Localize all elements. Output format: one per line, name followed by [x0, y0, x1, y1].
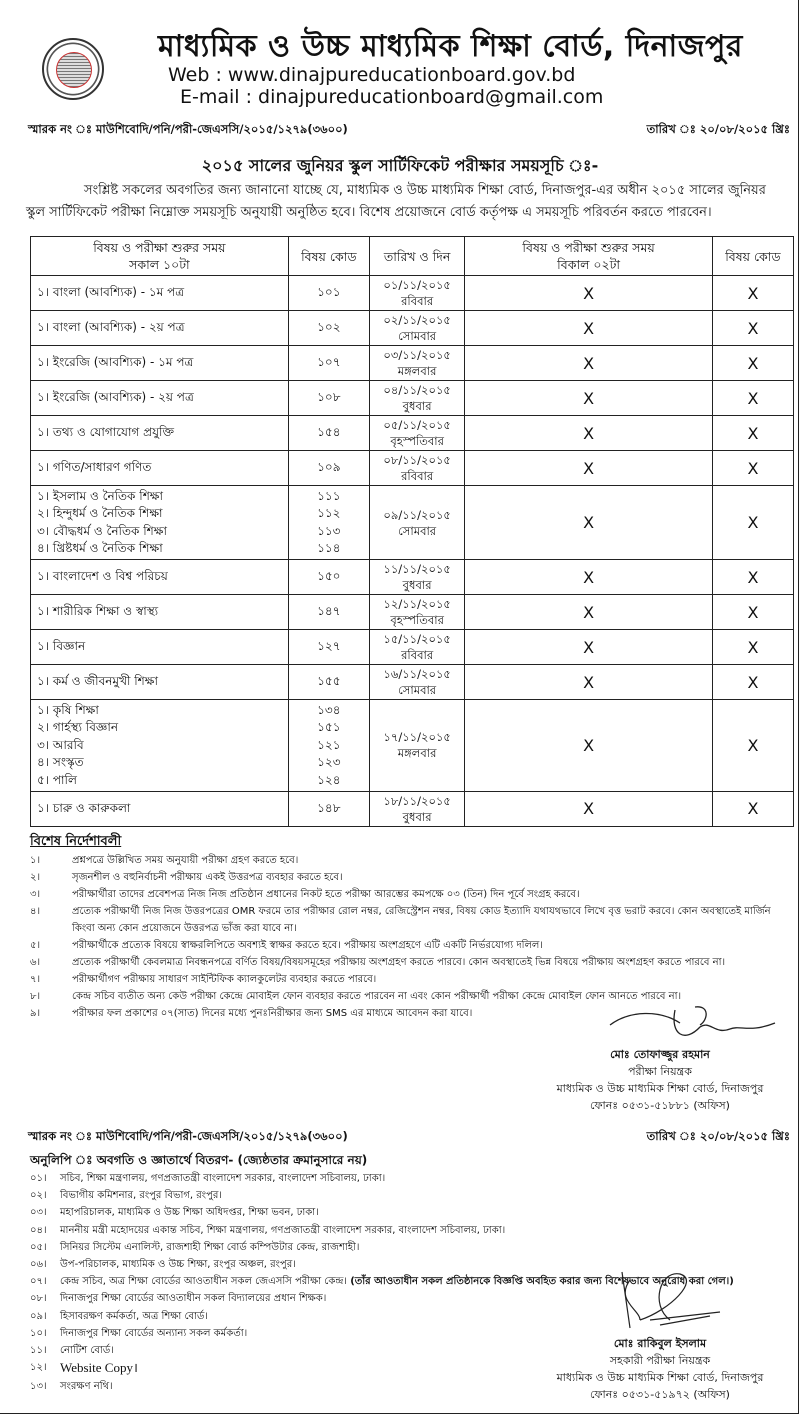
subject-name: ১। বাংলাদেশ ও বিশ্ব পরিচয় — [37, 569, 168, 584]
instruction-number: ৪। — [30, 906, 41, 917]
instruction-number: ১। — [30, 855, 41, 866]
website-line: Web : www.dinajpureducationboard.gov.bd — [168, 64, 576, 86]
morning-subject-cell — [31, 665, 289, 700]
memo-number-2: স্মারক নং ঃ মাউশিবোদি/পনি/পরী-জেএসসি/২০১৫/১২৭৯(৩৬০০) — [28, 1129, 348, 1143]
instruction-text: পরীক্ষার ফল প্রকাশের ০৭(সাত) দিনের মধ্যে পুনঃনিরীক্ষার জন্য SMS এর মাধ্যমে আবেদন করা যাবে। — [72, 1008, 473, 1019]
date-day-cell — [369, 381, 465, 416]
code-cell — [288, 276, 369, 311]
exam-date: ০৮/১১/২০১৫ — [383, 453, 451, 467]
instruction-number: ৫। — [30, 940, 41, 951]
code-cell — [288, 346, 369, 381]
table-row — [31, 791, 794, 826]
distribution-number: ১১। — [30, 1345, 47, 1357]
instruction-text: প্রত্যেক পরীক্ষার্থী নিজ নিজ উত্তরপত্রের OMR ফরমে তার পরীক্ষার রোল নম্বর, রেজিস্ট্রেশন নম্বর, বিষয় কোড ইত্যাদি যথাযথভাবে লিখে বৃত্ত ভরাট করবে। কোন অবস্থাতেই মার্জিন কিংবা অন্য কোন প্রয়োজনে উত্তরপত্র ভাঁজ করা যাবে না। — [72, 906, 771, 934]
afternoon-code-cell: X — [712, 416, 793, 451]
subject-name: ১। ইংরেজি (আবশ্যিক) - ২য় পত্র — [37, 390, 194, 405]
memo-date-2: তারিখ ঃ ২০/০৮/২০১৫ খ্রিঃ — [646, 1129, 790, 1143]
signature-scribble-icon — [610, 1270, 760, 1330]
exam-day: সোমবার — [398, 683, 437, 697]
morning-subject-cell — [31, 700, 289, 792]
memo-number: স্মারক নং ঃ মাউশিবোদি/পনি/পরী-জেএসসি/২০১৫/১২৭৯(৩৬০০) — [28, 122, 348, 136]
distribution-item — [30, 1170, 790, 1187]
afternoon-subject-cell: X — [465, 791, 712, 826]
distribution-text: সংরক্ষণ নথি। — [60, 1381, 113, 1393]
distribution-text: Website Copy। — [60, 1360, 138, 1376]
afternoon-code-cell: X — [712, 595, 793, 630]
morning-subject-cell — [31, 486, 289, 560]
subject-code: ১৫১ — [317, 720, 341, 734]
table-row — [31, 700, 794, 792]
instruction-text: প্রশ্নপত্রে উল্লিখিত সময় অনুযায়ী পরীক্ষা গ্রহণ করতে হবে। — [72, 855, 299, 866]
board-seal-logo-icon — [42, 38, 104, 100]
table-row — [31, 451, 794, 486]
instructions-heading: বিশেষ নির্দেশাবলী — [30, 834, 122, 849]
instruction-text: পরীক্ষার্থীরা তাদের প্রবেশপত্র নিজ নিজ প্রতিষ্ঠান প্রধানের নিকট হতে পরীক্ষা আরম্ভের কমপক্ষে ০৩ (তিন) দিন পূর্বে সংগ্রহ করবে। — [72, 889, 580, 900]
subject-code: ১০৯ — [317, 460, 341, 475]
instruction-number: ৮। — [30, 991, 41, 1002]
instruction-item — [30, 852, 790, 869]
afternoon-subject-cell: X — [465, 665, 712, 700]
table-row — [31, 346, 794, 381]
table-header-row — [31, 237, 794, 276]
instruction-number: ৬। — [30, 957, 41, 968]
date-day-cell — [369, 560, 465, 595]
subject-code: ১৫০ — [317, 569, 341, 584]
distribution-number: ০৬। — [30, 1259, 47, 1271]
table-row — [31, 311, 794, 346]
exam-date: ০৪/১১/২০১৫ — [383, 383, 451, 397]
afternoon-subject-cell: X — [465, 451, 712, 486]
subject-name: ৩। বৌদ্ধধর্ম ও নৈতিক শিক্ষা — [37, 523, 167, 538]
exam-date: ১১/১১/২০১৫ — [383, 562, 451, 576]
signatory-phone: ফোনঃ ০৫৩১-৫১৯৭২ (অফিস) — [590, 1388, 730, 1401]
afternoon-code-cell: X — [712, 311, 793, 346]
exam-date: ০৩/১১/২০১৫ — [383, 348, 451, 362]
instruction-text: সৃজনশীল ও বহুনির্বাচনী পরীক্ষায় একই উত্তরপত্র ব্যবহার করতে হবে। — [72, 872, 343, 883]
instruction-number: ৯। — [30, 1008, 41, 1019]
table-row — [31, 595, 794, 630]
afternoon-subject-cell: X — [465, 486, 712, 560]
distribution-text: কেন্দ্র সচিব, অত্র শিক্ষা বোর্ডের আওতাধীন সকল জেএসসি পরীক্ষা কেন্দ্র। — [60, 1276, 348, 1288]
exam-day: বুধবার — [402, 809, 432, 824]
header-afternoon-subject-label: বিষয় ও পরীক্ষা শুরুর সময় — [522, 240, 655, 255]
exam-date: ১৫/১১/২০১৫ — [383, 632, 451, 646]
afternoon-code-cell: X — [712, 560, 793, 595]
subject-code: ১০৭ — [317, 355, 341, 370]
instruction-item — [30, 903, 790, 937]
subject-name: ১। ইসলাম ও নৈতিক শিক্ষা — [37, 488, 164, 503]
distribution-text: নোটিশ বোর্ড। — [60, 1345, 114, 1357]
signatory-phone: ফোনঃ ০৫৩১-৫১৮৮১ (অফিস) — [590, 1099, 730, 1112]
morning-subject-cell — [31, 630, 289, 665]
subject-code: ১২৩ — [317, 755, 341, 769]
subject-code: ১৫৪ — [317, 425, 341, 440]
afternoon-code-cell: X — [712, 346, 793, 381]
exam-schedule-table — [30, 236, 794, 827]
afternoon-code-cell: X — [712, 665, 793, 700]
distribution-text: বিভাগীয় কমিশনার, রংপুর বিভাগ, রংপুর। — [60, 1190, 222, 1202]
table-row — [31, 630, 794, 665]
afternoon-code-cell: X — [712, 630, 793, 665]
code-cell — [288, 486, 369, 560]
signatory-name: মোঃ তোফাজ্জুর রহমান — [610, 1048, 710, 1061]
afternoon-subject-cell: X — [465, 416, 712, 451]
distribution-number: ০৪। — [30, 1224, 47, 1236]
subject-name: ১। চারু ও কারুকলা — [37, 800, 131, 815]
afternoon-subject-cell: X — [465, 700, 712, 792]
header-date-day: তারিখ ও দিন — [369, 237, 465, 276]
distribution-item — [30, 1239, 790, 1256]
exam-day: সোমবার — [398, 329, 437, 343]
distribution-item — [30, 1204, 790, 1221]
subject-code: ১১৩ — [317, 523, 341, 538]
subject-name: ২। গার্হস্থ্য বিজ্ঞান — [37, 720, 119, 734]
distribution-number: ০৫। — [30, 1241, 47, 1253]
date-day-cell — [369, 311, 465, 346]
date-day-cell — [369, 700, 465, 792]
code-cell — [288, 451, 369, 486]
afternoon-code-cell: X — [712, 451, 793, 486]
subject-code: ১২১ — [317, 737, 341, 752]
morning-subject-cell — [31, 311, 289, 346]
subject-code: ১৪৮ — [317, 800, 341, 815]
signatory-designation: সহকারী পরীক্ষা নিয়ন্ত্রক — [609, 1354, 711, 1367]
distribution-text: হিসাবরক্ষণ কর্মকর্তা, অত্র শিক্ষা বোর্ড। — [60, 1310, 208, 1322]
subject-code: ১২৭ — [317, 639, 341, 654]
header-code2: বিষয় কোড — [712, 237, 793, 276]
subject-name: ১। গণিত/সাধারণ গণিত — [37, 460, 152, 475]
code-cell — [288, 381, 369, 416]
exam-date: ০৯/১১/২০১৫ — [383, 507, 451, 522]
subject-name: ১। কর্ম ও জীবনমুখী শিক্ষা — [37, 674, 158, 689]
code-cell — [288, 630, 369, 665]
morning-subject-cell — [31, 276, 289, 311]
afternoon-subject-cell: X — [465, 276, 712, 311]
table-row — [31, 486, 794, 560]
instruction-item — [30, 937, 790, 954]
instruction-text: পরীক্ষার্থীকে প্রত্যেক বিষয়ে স্বাক্ষরলিপিতে অবশ্যই স্বাক্ষর করতে হবে। পরীক্ষায় অংশগ্রহণে এটি একটি নির্ভরযোগ্য দলিল। — [72, 940, 543, 951]
code-cell — [288, 791, 369, 826]
exam-day: রবিবার — [401, 294, 434, 308]
signature-block-assistant-controller — [520, 1335, 800, 1403]
distribution-number: ০৩। — [30, 1207, 47, 1219]
signature-block-controller — [520, 1046, 800, 1114]
instruction-number: ৩। — [30, 889, 41, 900]
date-day-cell — [369, 665, 465, 700]
distribution-number: ০২। — [30, 1190, 47, 1202]
morning-subject-cell — [31, 346, 289, 381]
afternoon-subject-cell: X — [465, 381, 712, 416]
header-morning-subject — [31, 237, 289, 276]
morning-subject-cell — [31, 791, 289, 826]
distribution-text: উপ-পরিচালক, মাধ্যমিক ও উচ্চ শিক্ষা, রংপুর অঞ্চল, রংপুর। — [60, 1259, 296, 1271]
distribution-item — [30, 1222, 790, 1239]
exam-date: ১৬/১১/২০১৫ — [383, 667, 451, 681]
code-cell — [288, 665, 369, 700]
instruction-text: পরীক্ষার্থীগণ পরীক্ষায় সাধারণ সাইন্টিফিক ক্যালকুলেটর ব্যবহার করতে পারবে। — [72, 974, 377, 985]
morning-subject-cell — [31, 416, 289, 451]
morning-subject-cell — [31, 381, 289, 416]
signatory-name: মোঃ রাকিবুল ইসলাম — [613, 1337, 707, 1350]
date-day-cell — [369, 346, 465, 381]
document-title: ২০১৫ সালের জুনিয়র স্কুল সার্টিফিকেট পরীক্ষার সময়সূচি ঃ- — [201, 156, 599, 175]
instruction-item — [30, 954, 790, 971]
intro-paragraph: সংশ্লিষ্ট সকলের অবগতির জন্য জানানো যাচ্ছে যে, মাধ্যমিক ও উচ্চ মাধ্যমিক শিক্ষা বোর্ড, দিনাজপুর-এর অধীন ২০১৫ সালের জুনিয়র স্কুল সার্টিফিকেট পরীক্ষা নিম্নোক্ত সময়সূচি অনুযায়ী অনুষ্ঠিত হবে। বিশেষ প্রয়োজনে বোর্ড কর্তৃপক্ষ এ সময়সূচি পরিবর্তন করতে পারবেন। — [26, 183, 766, 220]
subject-name: ১। ইংরেজি (আবশ্যিক) - ১ম পত্র — [37, 355, 194, 370]
exam-date: ১৮/১১/২০১৫ — [383, 793, 451, 808]
subject-code: ১২৪ — [317, 772, 341, 787]
date-day-cell — [369, 630, 465, 665]
afternoon-subject-cell: X — [465, 311, 712, 346]
code-cell — [288, 595, 369, 630]
table-row — [31, 665, 794, 700]
subject-name: ১। বাংলা (আবশ্যিক) - ১ম পত্র — [37, 285, 185, 300]
exam-day: বুধবার — [402, 578, 432, 592]
afternoon-code-cell: X — [712, 791, 793, 826]
exam-day: বৃহস্পতিবার — [390, 434, 444, 448]
header-afternoon-time: বিকাল ০২টা — [557, 257, 621, 272]
distribution-number: ০৯। — [30, 1310, 47, 1322]
distribution-number: ১০। — [30, 1327, 47, 1339]
subject-code: ১০২ — [317, 320, 341, 335]
date-day-cell — [369, 595, 465, 630]
afternoon-code-cell: X — [712, 276, 793, 311]
subject-name: ১। বিজ্ঞান — [37, 639, 86, 654]
afternoon-subject-cell: X — [465, 346, 712, 381]
exam-day: মঙ্গলবার — [397, 364, 437, 378]
distribution-text: মাননীয় মন্ত্রী মহোদয়ের একান্ত সচিব, শিক্ষা মন্ত্রণালয়, গণপ্রজাতন্ত্রী বাংলাদেশ সরকার, বাংলাদেশ সচিবালয়, ঢাকা। — [60, 1224, 506, 1236]
subject-code: ১১২ — [317, 506, 341, 520]
date-day-cell — [369, 416, 465, 451]
afternoon-code-cell: X — [712, 700, 793, 792]
table-row — [31, 276, 794, 311]
afternoon-code-cell: X — [712, 486, 793, 560]
subject-code: ১৫৫ — [317, 674, 341, 689]
subject-code: ১০১ — [317, 285, 341, 300]
instruction-text: প্রত্যেক পরীক্ষার্থী কেবলমাত্র নিবন্ধনপত্রে বর্ণিত বিষয়/বিষয়সমূহের পরীক্ষায় অংশগ্রহণ করতে পারবে। কোন অবস্থাতেই ভিন্ন বিষয়ে পরীক্ষায় অংশগ্রহণ করতে পারবে না। — [72, 957, 726, 968]
exam-date: ১৭/১১/২০১৫ — [383, 730, 451, 745]
distribution-text: দিনাজপুর শিক্ষা বোর্ডের অন্যান্য সকল কর্মকর্তা। — [60, 1327, 248, 1339]
subject-code: ১৩৪ — [317, 702, 341, 717]
morning-subject-cell — [31, 595, 289, 630]
distribution-item — [30, 1187, 790, 1204]
distribution-text: মহাপরিচালক, মাধ্যমিক ও উচ্চ শিক্ষা অধিদপ্তর, শিক্ষা ভবন, ঢাকা। — [60, 1207, 319, 1219]
exam-day: রবিবার — [401, 469, 434, 483]
afternoon-subject-cell: X — [465, 630, 712, 665]
exam-date: ০১/১১/২০১৫ — [383, 278, 451, 292]
signatory-designation: পরীক্ষা নিয়ন্ত্রক — [628, 1065, 692, 1078]
exam-day: রবিবার — [401, 648, 434, 662]
subject-name: ৩। আরবি — [37, 737, 84, 752]
instruction-item — [30, 988, 790, 1005]
subject-code: ১১১ — [317, 488, 341, 503]
exam-day: সোমবার — [398, 523, 437, 538]
subject-name: ১। তথ্য ও যোগাযোগ প্রযুক্তি — [37, 425, 175, 440]
subject-name: ১। কৃষি শিক্ষা — [37, 702, 99, 717]
distribution-text: দিনাজপুর শিক্ষা বোর্ডের আওতাধীন সকল বিদ্যালয়ের প্রধান শিক্ষক। — [60, 1293, 327, 1305]
instruction-number: ৭। — [30, 974, 41, 985]
exam-day: মঙ্গলবার — [397, 746, 437, 761]
exam-date: ১২/১১/২০১৫ — [383, 597, 451, 611]
header-morning-time: সকাল ১০টা — [129, 257, 190, 272]
subject-name: ৫। পালি — [37, 772, 77, 787]
subject-name: ৪। সংস্কৃত — [37, 755, 84, 769]
distribution-note: (তাঁর আওতাধীন সকল প্রতিষ্ঠানকে বিজ্ঞপ্তি অবহিত করার জন্য বিশেষভাবে অনুরোধ করা গেল।) — [350, 1276, 734, 1288]
morning-subject-cell — [31, 451, 289, 486]
exam-day: বুধবার — [402, 399, 432, 413]
instruction-item — [30, 971, 790, 988]
date-day-cell — [369, 791, 465, 826]
code-cell — [288, 416, 369, 451]
distribution-text: সচিব, শিক্ষা মন্ত্রণালয়, গণপ্রজাতন্ত্রী বাংলাদেশ সরকার, বাংলাদেশ সচিবালয়, ঢাকা। — [60, 1173, 386, 1184]
subject-name: ২। হিন্দুধর্ম ও নৈতিক শিক্ষা — [37, 506, 163, 520]
subject-code: ১০৮ — [317, 390, 341, 405]
signature-scribble-icon — [600, 1005, 780, 1045]
exam-date: ০২/১১/২০১৫ — [383, 313, 451, 327]
subject-code: ১১৪ — [317, 541, 341, 555]
instruction-item — [30, 886, 790, 903]
exam-date: ০৫/১১/২০১৫ — [383, 418, 451, 432]
table-row — [31, 560, 794, 595]
date-day-cell — [369, 451, 465, 486]
instruction-number: ২। — [30, 872, 41, 883]
afternoon-subject-cell: X — [465, 560, 712, 595]
subject-name: ১। বাংলা (আবশ্যিক) - ২য় পত্র — [37, 320, 185, 335]
afternoon-code-cell: X — [712, 381, 793, 416]
code-cell — [288, 560, 369, 595]
table-row — [31, 381, 794, 416]
distribution-number: ০১। — [30, 1173, 47, 1184]
date-day-cell — [369, 486, 465, 560]
signatory-org: মাধ্যমিক ও উচ্চ মাধ্যমিক শিক্ষা বোর্ড, দিনাজপুর — [556, 1371, 764, 1384]
distribution-number: ০৭। — [30, 1276, 47, 1288]
code-cell — [288, 700, 369, 792]
distribution-text: সিনিয়র সিস্টেম এনালিস্ট, রাজশাহী শিক্ষা বোর্ড কম্পিউটার কেন্দ্র, রাজশাহী। — [60, 1241, 360, 1253]
subject-name: ১। শারীরিক শিক্ষা ও স্বাস্থ্য — [37, 604, 159, 619]
instruction-text: কেন্দ্র সচিব ব্যতীত অন্য কেউ পরীক্ষা কেন্দ্রে মোবাইল ফোন ব্যবহার করতে পারবেন না এবং কোন পরীক্ষার্থী পরীক্ষা কেন্দ্রে মোবাইল ফোন আনতে পারবে না। — [72, 991, 682, 1002]
distribution-number: ১৩। — [30, 1381, 47, 1393]
email-line: E-mail : dinajpureducationboard@gmail.com — [180, 86, 604, 108]
morning-subject-cell — [31, 560, 289, 595]
header-code: বিষয় কোড — [288, 237, 369, 276]
distribution-number: ১২। — [30, 1362, 47, 1374]
table-row — [31, 416, 794, 451]
distribution-heading: অনুলিপি ঃ অবগতি ও জ্ঞাতার্থে বিতরণ- (জ্যেষ্ঠতার ক্রমানুসারে নয়) — [30, 1153, 368, 1167]
distribution-number: ০৮। — [30, 1293, 47, 1305]
date-day-cell — [369, 276, 465, 311]
subject-code: ১৪৭ — [317, 604, 341, 619]
header-morning-subject-label: বিষয় ও পরীক্ষা শুরুর সময় — [93, 240, 226, 255]
instruction-item — [30, 869, 790, 886]
afternoon-subject-cell: X — [465, 595, 712, 630]
exam-day: বৃহস্পতিবার — [390, 613, 444, 627]
header-afternoon-subject — [465, 237, 712, 276]
signatory-org: মাধ্যমিক ও উচ্চ মাধ্যমিক শিক্ষা বোর্ড, দিনাজপুর — [556, 1082, 764, 1095]
subject-name: ৪। খ্রিষ্টধর্ম ও নৈতিক শিক্ষা — [37, 541, 163, 555]
instructions-list — [30, 852, 790, 1022]
code-cell — [288, 311, 369, 346]
memo-date: তারিখ ঃ ২০/০৮/২০১৫ খ্রিঃ — [646, 122, 790, 136]
org-title: মাধ্যমিক ও উচ্চ মাধ্যমিক শিক্ষা বোর্ড, দিনাজপুর — [158, 29, 743, 64]
